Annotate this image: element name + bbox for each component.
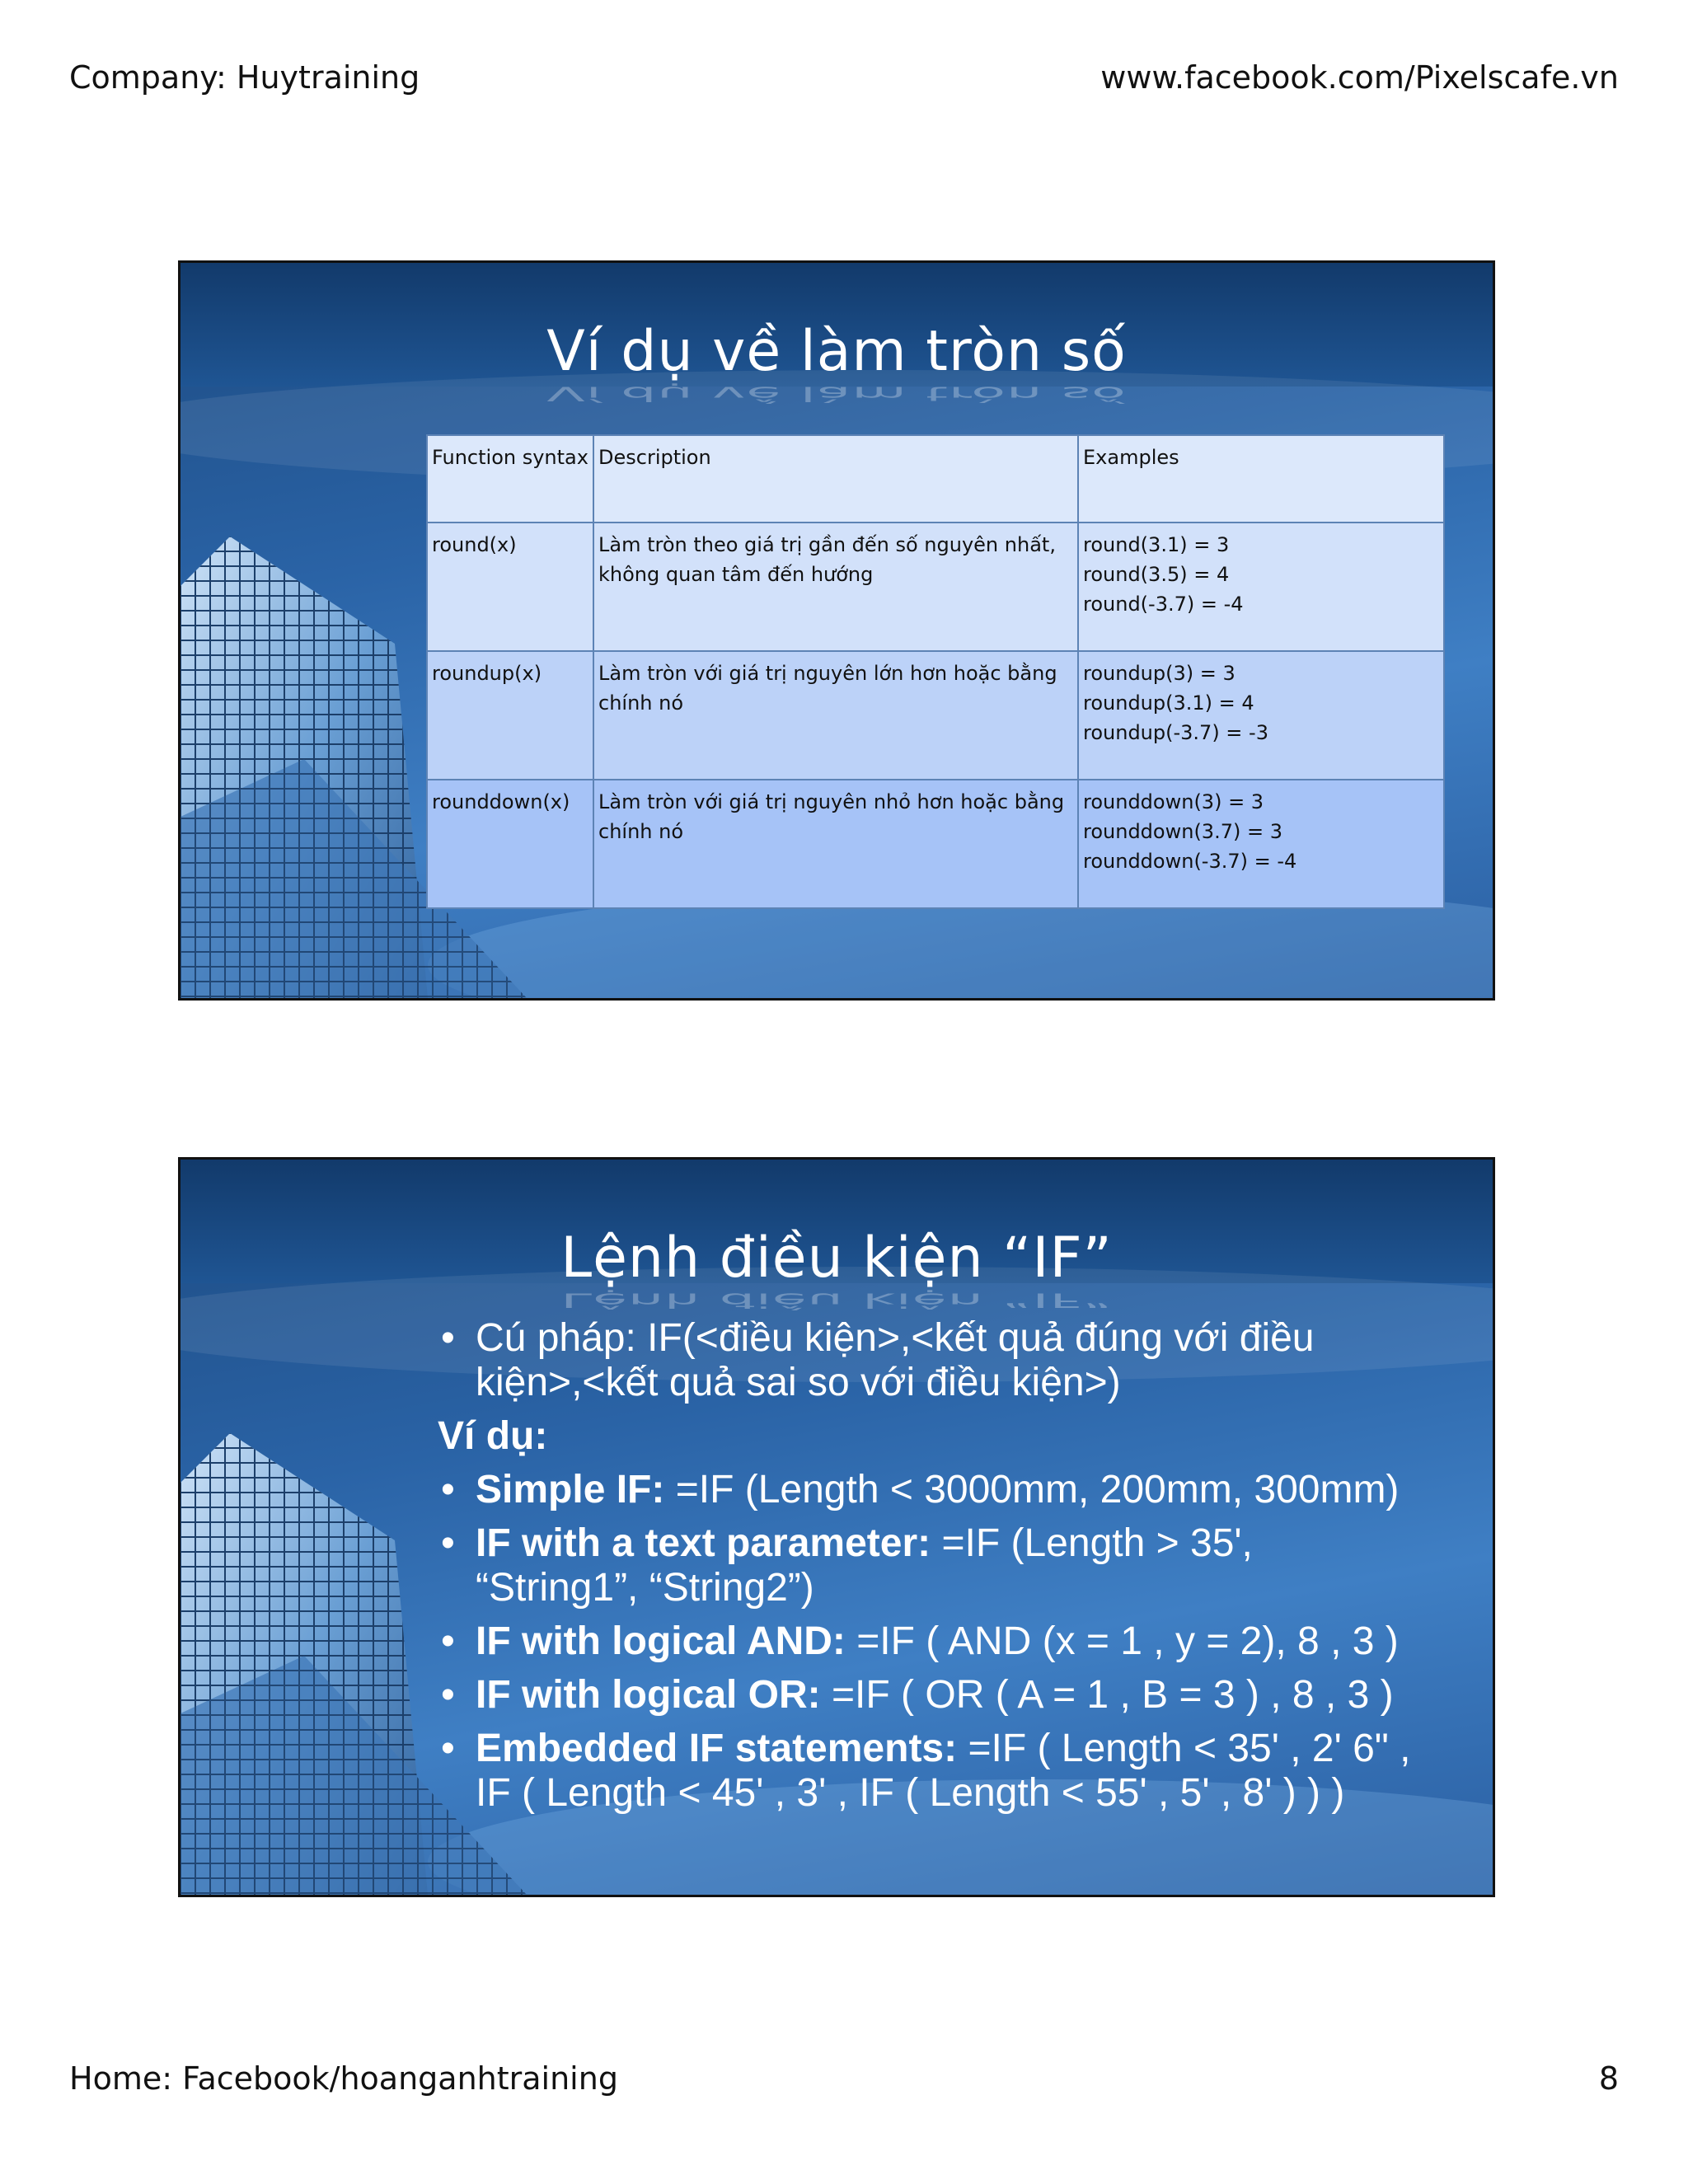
syntax-text: Cú pháp: IF(<điều kiện>,<kết quả đúng với điều	[476, 1316, 1315, 1360]
example-line: rounddown(3) = 3	[1083, 790, 1264, 813]
example-line: rounddown(-3.7) = -4	[1083, 850, 1297, 873]
examples-cell	[1078, 780, 1444, 908]
bullet-icon: •	[441, 1727, 455, 1770]
bullet-icon: •	[441, 1619, 455, 1663]
slide-rounding	[178, 260, 1495, 1001]
example-line: roundup(-3.7) = -3	[1083, 721, 1268, 744]
bullet-label: IF with a text parameter:	[476, 1521, 931, 1565]
description-line: Làm tròn với giá trị nguyên nhỏ hơn hoặc bằng	[598, 790, 1065, 813]
description-line: Làm tròn với giá trị nguyên lớn hơn hoặc bằng	[598, 662, 1057, 685]
examples-cell	[1078, 523, 1444, 651]
rounding-table	[426, 434, 1445, 909]
example-line: round(3.5) = 4	[1083, 563, 1230, 586]
bullet-syntax	[438, 1316, 1460, 1405]
function-cell: round(x)	[427, 523, 593, 651]
description-cell	[593, 651, 1078, 780]
bullet-continuation: IF ( Length < 45' , 3' , IF ( Length < 55' , 5' , 8' ) ) )	[476, 1771, 1345, 1815]
table-row	[427, 780, 1444, 908]
table-row	[427, 651, 1444, 780]
bullet-label: Embedded IF statements:	[476, 1727, 958, 1770]
bullet-item	[438, 1673, 1460, 1718]
bullet-item	[438, 1619, 1460, 1664]
description-line: Làm tròn theo giá trị gần đến số nguyên nhất,	[598, 533, 1056, 556]
header-company: Company: Huytraining	[69, 59, 420, 96]
footer-home: Home: Facebook/hoanganhtraining	[69, 2060, 618, 2097]
bullet-text: =IF (Length < 3000mm, 200mm, 300mm)	[664, 1468, 1400, 1511]
header-facebook-url: www.facebook.com/Pixelscafe.vn	[1100, 59, 1619, 96]
bullet-item	[438, 1521, 1460, 1610]
bullet-icon: •	[441, 1521, 455, 1565]
bullet-icon: •	[441, 1673, 455, 1717]
bullet-item	[438, 1727, 1460, 1816]
bullet-label: Simple IF:	[476, 1468, 665, 1511]
bullet-label: IF with logical OR:	[476, 1673, 821, 1717]
example-line: roundup(3) = 3	[1083, 662, 1236, 685]
bullet-continuation: “String1”, “String2”)	[476, 1566, 814, 1610]
slide-title: Lệnh điều kiện “IF”	[560, 1226, 1113, 1291]
header-cell: Description	[593, 435, 1078, 523]
bullet-label: IF with logical AND:	[476, 1619, 846, 1663]
bullet-text: =IF (Length > 35',	[931, 1521, 1253, 1565]
bullet-list	[438, 1316, 1460, 1825]
example-line: round(3.1) = 3	[1083, 533, 1230, 556]
example-line: rounddown(3.7) = 3	[1083, 820, 1282, 843]
example-label: Ví dụ:	[438, 1414, 548, 1458]
description-line: không quan tâm đến hướng	[598, 563, 874, 586]
slide-title-reflection: Ví dụ về làm tròn số	[546, 382, 1127, 405]
description-line: chính nó	[598, 820, 684, 843]
bullet-icon: •	[441, 1316, 455, 1360]
syntax-text: kiện>,<kết quả sai so với điều kiện>)	[476, 1361, 1121, 1404]
example-line: roundup(3.1) = 4	[1083, 691, 1254, 715]
slide-title-reflection: Lệnh điều kiện “IF”	[560, 1288, 1113, 1311]
bullet-text: =IF ( AND (x = 1 , y = 2), 8 , 3 )	[845, 1619, 1399, 1663]
table-row	[427, 523, 1444, 651]
page-number: 8	[1598, 2060, 1619, 2097]
bullet-text: =IF ( OR ( A = 1 , B = 3 ) , 8 , 3 )	[820, 1673, 1394, 1717]
description-cell	[593, 780, 1078, 908]
examples-cell	[1078, 651, 1444, 780]
function-cell: roundup(x)	[427, 651, 593, 780]
header-cell: Examples	[1078, 435, 1444, 523]
bullet-item	[438, 1468, 1460, 1512]
table-header-row	[427, 435, 1444, 523]
example-line: round(-3.7) = -4	[1083, 593, 1244, 616]
description-cell	[593, 523, 1078, 651]
header-cell: Function syntax	[427, 435, 593, 523]
function-cell: rounddown(x)	[427, 780, 593, 908]
bullet-text: =IF ( Length < 35' , 2' 6" ,	[957, 1727, 1411, 1770]
bullet-icon: •	[441, 1468, 455, 1511]
description-line: chính nó	[598, 691, 684, 715]
slide-title: Ví dụ về làm tròn số	[546, 319, 1127, 384]
slide-if-statement	[178, 1157, 1495, 1897]
